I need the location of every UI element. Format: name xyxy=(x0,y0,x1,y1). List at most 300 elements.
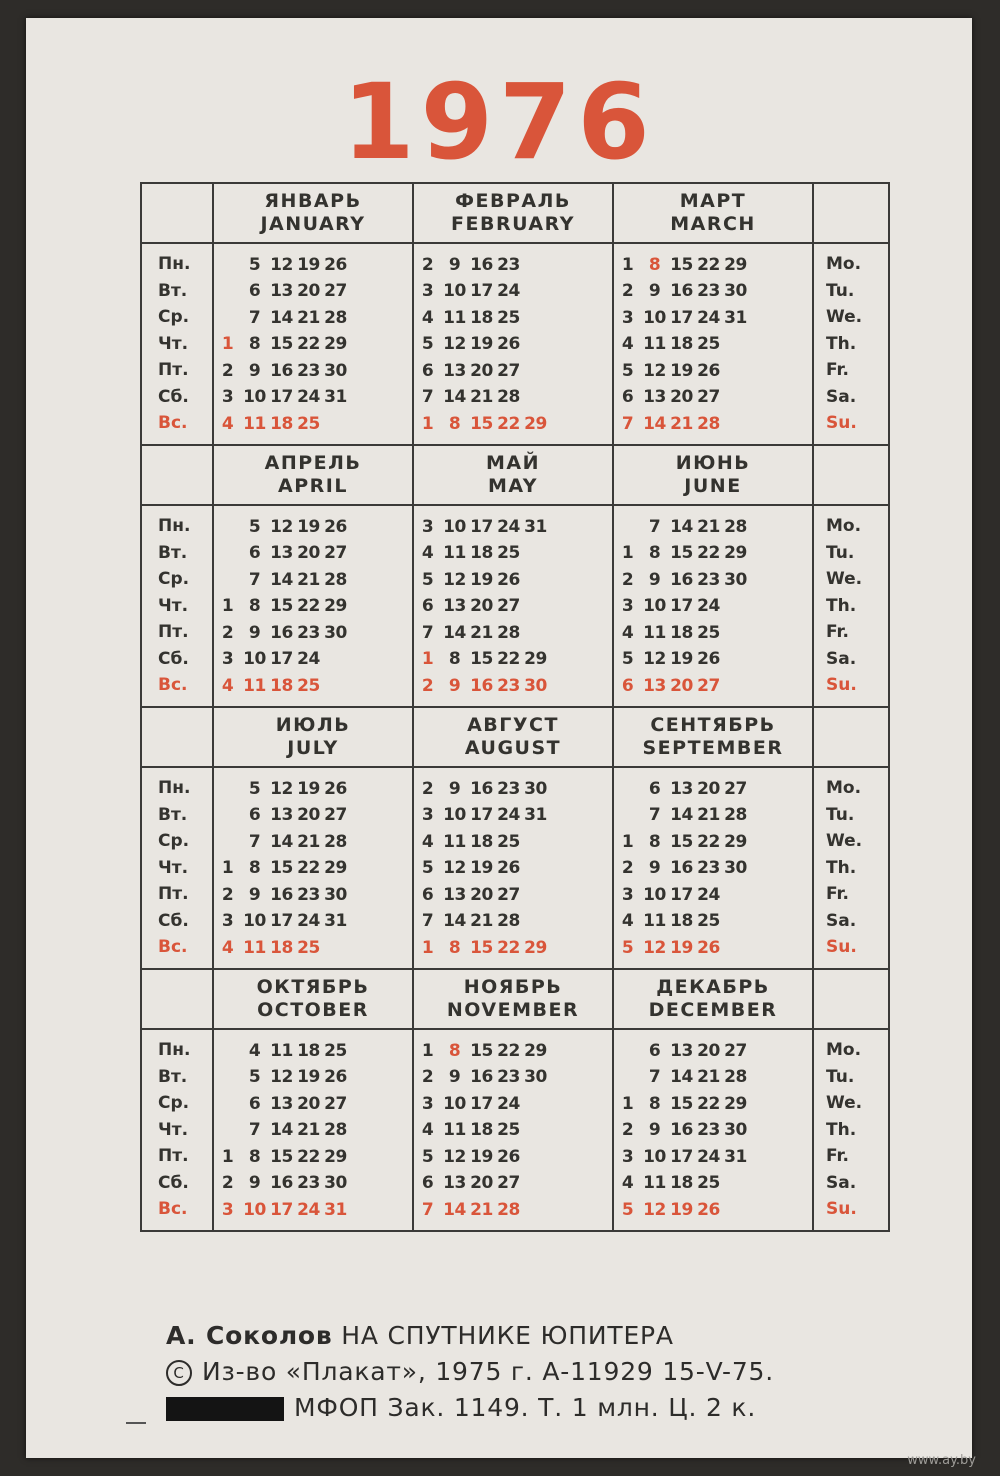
weekday-label: Mo. xyxy=(826,1040,862,1061)
day-number: 24 xyxy=(297,387,320,407)
weekday-label: Ср. xyxy=(158,307,190,328)
day-number: 27 xyxy=(324,805,347,825)
day-number: 3 xyxy=(621,1146,634,1167)
week-row xyxy=(414,566,612,593)
day-number: 2 xyxy=(621,1120,634,1140)
weekday-label: Mo. xyxy=(826,516,862,537)
month-header-row xyxy=(141,183,889,243)
weekday-label: Fr. xyxy=(826,1146,849,1167)
day-number: 20 xyxy=(697,778,720,799)
day-number: 31 xyxy=(324,911,347,931)
day-number: 12 xyxy=(643,360,666,381)
month-name xyxy=(613,183,813,243)
week-row xyxy=(414,331,612,358)
day-number: 29 xyxy=(524,649,547,669)
day-number: 31 xyxy=(524,516,547,537)
month-name-ru: ИЮНЬ xyxy=(675,452,751,474)
week-row xyxy=(614,908,812,935)
day-number: 22 xyxy=(697,543,720,563)
imprint xyxy=(166,1318,886,1426)
day-number: 24 xyxy=(297,649,320,669)
month-header-row xyxy=(141,707,889,767)
day-number: 5 xyxy=(421,569,434,590)
day-number: 27 xyxy=(497,596,520,616)
month-days xyxy=(413,243,613,445)
day-number: 23 xyxy=(497,778,520,799)
month-name-ru: АВГУСТ xyxy=(467,714,559,736)
day-number: 21 xyxy=(470,387,493,407)
day-number: 14 xyxy=(270,569,293,590)
weekday-label: Sa. xyxy=(826,648,857,669)
day-number: 12 xyxy=(443,1146,466,1167)
day-number: 5 xyxy=(621,360,634,381)
day-number: 26 xyxy=(324,516,347,537)
day-number: 18 xyxy=(670,1173,693,1193)
day-number: 29 xyxy=(524,413,547,434)
week-row xyxy=(214,908,412,935)
day-number: 19 xyxy=(297,254,320,275)
month-name xyxy=(213,445,413,505)
print-info: МФОП Зак. 1149. Т. 1 млн. Ц. 2 к. xyxy=(294,1393,757,1422)
day-number: 28 xyxy=(497,622,520,643)
day-number: 22 xyxy=(497,1040,520,1061)
week-row xyxy=(614,251,812,278)
weekday-label: Su. xyxy=(826,1199,857,1220)
weekday-label: Чт. xyxy=(158,857,189,878)
day-number: 28 xyxy=(324,831,347,852)
day-number: 11 xyxy=(443,307,466,328)
week-row xyxy=(214,802,412,829)
day-number: 26 xyxy=(697,360,720,381)
weekday-label: Sa. xyxy=(826,386,857,407)
week-row xyxy=(414,1090,612,1117)
day-number: 18 xyxy=(270,937,293,958)
month-header-row xyxy=(141,969,889,1029)
day-number: 27 xyxy=(497,884,520,905)
weekday-label: Вс. xyxy=(158,1199,188,1220)
weekday-label: Fr. xyxy=(826,884,849,905)
day-number: 11 xyxy=(443,1120,466,1140)
day-number: 2 xyxy=(221,884,234,905)
day-number: 4 xyxy=(221,413,234,434)
day-number: 6 xyxy=(421,884,434,905)
day-number: 7 xyxy=(621,413,634,434)
day-number: 23 xyxy=(497,675,520,696)
day-number: 4 xyxy=(221,937,234,958)
weekday-label: Пн. xyxy=(158,778,191,799)
day-number: 25 xyxy=(297,937,320,958)
day-number: 2 xyxy=(221,1173,234,1193)
day-number: 28 xyxy=(724,1067,747,1087)
week-row xyxy=(414,278,612,305)
day-number: 27 xyxy=(697,675,720,696)
day-number: 16 xyxy=(470,1067,493,1087)
day-number: 1 xyxy=(221,334,234,354)
month-name xyxy=(613,445,813,505)
day-number: 25 xyxy=(697,911,720,931)
header-spacer xyxy=(813,707,889,767)
week-row xyxy=(214,304,412,331)
weekday-labels-en xyxy=(813,505,889,707)
day-number: 2 xyxy=(621,569,634,590)
day-number: 9 xyxy=(648,1120,661,1140)
week-row xyxy=(614,619,812,646)
day-number: 15 xyxy=(670,543,693,563)
day-number: 4 xyxy=(621,911,634,931)
day-number: 25 xyxy=(297,413,320,434)
week-row xyxy=(214,672,412,699)
day-number: 20 xyxy=(470,596,493,616)
day-number: 19 xyxy=(297,778,320,799)
day-number: 10 xyxy=(443,281,466,301)
day-number: 10 xyxy=(443,516,466,537)
month-name-ru: МАЙ xyxy=(485,452,540,474)
day-number: 28 xyxy=(324,1120,347,1140)
day-number: 4 xyxy=(621,334,634,354)
day-number: 1 xyxy=(621,1093,634,1114)
day-number: 10 xyxy=(243,387,266,407)
day-number: 4 xyxy=(221,675,234,696)
week-row xyxy=(614,1090,812,1117)
header-spacer xyxy=(141,707,213,767)
week-row xyxy=(414,1170,612,1197)
day-number: 19 xyxy=(470,1146,493,1167)
week-row xyxy=(214,1196,412,1223)
day-number: 16 xyxy=(270,622,293,643)
day-number: 22 xyxy=(697,831,720,852)
day-number: 21 xyxy=(297,307,320,328)
day-number: 5 xyxy=(621,937,634,958)
day-number: 27 xyxy=(324,281,347,301)
day-number: 13 xyxy=(670,778,693,799)
day-number: 28 xyxy=(324,569,347,590)
weekday-label: Пн. xyxy=(158,516,191,537)
day-number: 13 xyxy=(443,596,466,616)
day-number: 8 xyxy=(448,649,461,669)
weekday-label: Fr. xyxy=(826,360,849,381)
weekday-label: We. xyxy=(826,569,863,590)
day-number: 13 xyxy=(270,543,293,563)
weekday-label: Сб. xyxy=(158,648,189,669)
day-number: 8 xyxy=(248,1146,261,1167)
day-number: 26 xyxy=(497,334,520,354)
week-row xyxy=(214,331,412,358)
day-number: 15 xyxy=(470,937,493,958)
day-number: 22 xyxy=(497,937,520,958)
day-number: 6 xyxy=(248,1093,261,1114)
weekday-label: Пт. xyxy=(158,360,189,381)
calendar-grid xyxy=(140,182,890,1232)
header-spacer xyxy=(813,445,889,505)
day-number: 6 xyxy=(248,805,261,825)
day-number: 21 xyxy=(470,911,493,931)
day-number: 15 xyxy=(270,858,293,878)
day-number: 23 xyxy=(697,858,720,878)
day-number: 1 xyxy=(621,831,634,852)
day-number: 4 xyxy=(621,1173,634,1193)
day-number: 17 xyxy=(270,1199,293,1220)
day-number: 27 xyxy=(724,778,747,799)
week-row xyxy=(414,1117,612,1144)
week-row xyxy=(614,828,812,855)
day-number: 10 xyxy=(443,805,466,825)
weekday-label: Tu. xyxy=(826,1066,855,1087)
day-number: 27 xyxy=(497,1173,520,1193)
day-number: 17 xyxy=(670,884,693,905)
day-number: 25 xyxy=(497,543,520,563)
week-row xyxy=(414,251,612,278)
day-number: 4 xyxy=(421,1120,434,1140)
day-number: 22 xyxy=(297,858,320,878)
week-row xyxy=(214,1090,412,1117)
day-number: 16 xyxy=(470,778,493,799)
day-number: 23 xyxy=(497,254,520,275)
day-number: 30 xyxy=(324,1173,347,1193)
day-number: 28 xyxy=(724,516,747,537)
day-number: 5 xyxy=(248,1067,261,1087)
month-name-ru: АПРЕЛЬ xyxy=(264,452,362,474)
day-number: 17 xyxy=(670,1146,693,1167)
day-number: 6 xyxy=(648,1040,661,1061)
day-number: 8 xyxy=(448,1040,461,1061)
day-number: 14 xyxy=(443,387,466,407)
weekday-label: Вс. xyxy=(158,675,188,696)
day-number: 16 xyxy=(470,254,493,275)
day-number: 14 xyxy=(670,1067,693,1087)
month-name xyxy=(413,183,613,243)
weekday-label: Пт. xyxy=(158,1146,189,1167)
day-number: 6 xyxy=(421,1173,434,1193)
month-name-en: NOVEMBER xyxy=(446,999,580,1021)
day-number: 9 xyxy=(248,622,261,643)
day-number: 20 xyxy=(470,360,493,381)
weekday-label: Вс. xyxy=(158,937,188,958)
day-number: 1 xyxy=(421,649,434,669)
weekday-label: Пт. xyxy=(158,884,189,905)
month-name-en: MAY xyxy=(487,475,539,497)
weekday-label: Вс. xyxy=(158,413,188,434)
day-number: 30 xyxy=(724,569,747,590)
day-number: 8 xyxy=(648,254,661,275)
weekday-label: Вт. xyxy=(158,280,188,301)
day-number: 12 xyxy=(443,569,466,590)
day-number: 2 xyxy=(421,675,434,696)
day-number: 3 xyxy=(421,516,434,537)
week-row xyxy=(614,775,812,802)
weekday-label: Чт. xyxy=(158,333,189,354)
day-number: 14 xyxy=(443,622,466,643)
weekday-label: Tu. xyxy=(826,804,855,825)
day-number: 21 xyxy=(470,1199,493,1220)
day-number: 15 xyxy=(270,1146,293,1167)
day-number: 1 xyxy=(221,596,234,616)
month-name-en: OCTOBER xyxy=(257,999,369,1021)
day-number: 28 xyxy=(324,307,347,328)
day-number: 14 xyxy=(443,1199,466,1220)
day-number: 11 xyxy=(643,334,666,354)
week-row xyxy=(414,1064,612,1091)
day-number: 23 xyxy=(697,281,720,301)
day-number: 3 xyxy=(221,387,234,407)
day-number: 22 xyxy=(497,649,520,669)
header-spacer xyxy=(141,183,213,243)
day-number: 19 xyxy=(470,858,493,878)
day-number: 28 xyxy=(497,911,520,931)
day-number: 9 xyxy=(448,675,461,696)
month-name-en: JANUARY xyxy=(260,213,366,235)
day-number: 7 xyxy=(648,805,661,825)
week-row xyxy=(614,384,812,411)
day-number: 7 xyxy=(421,622,434,643)
week-row xyxy=(414,1143,612,1170)
week-row xyxy=(214,1170,412,1197)
day-number: 27 xyxy=(497,360,520,381)
day-number: 2 xyxy=(421,1067,434,1087)
day-number: 2 xyxy=(421,254,434,275)
week-row xyxy=(214,855,412,882)
day-number: 15 xyxy=(470,413,493,434)
day-number: 7 xyxy=(248,307,261,328)
day-number: 24 xyxy=(697,1146,720,1167)
weekday-label: Сб. xyxy=(158,910,189,931)
day-number: 2 xyxy=(221,360,234,381)
month-name xyxy=(213,183,413,243)
day-number: 24 xyxy=(697,596,720,616)
week-row xyxy=(214,828,412,855)
redaction-bar xyxy=(166,1397,284,1421)
day-number: 7 xyxy=(421,911,434,931)
weekday-label: Tu. xyxy=(826,542,855,563)
day-number: 25 xyxy=(697,622,720,643)
day-number: 9 xyxy=(648,569,661,590)
month-header-row xyxy=(141,445,889,505)
month-name-en: JUNE xyxy=(684,475,742,497)
week-row xyxy=(214,278,412,305)
week-row xyxy=(614,672,812,699)
month-name xyxy=(613,969,813,1029)
day-number: 8 xyxy=(248,596,261,616)
year-title: 1976 xyxy=(342,61,656,183)
day-number: 19 xyxy=(297,1067,320,1087)
week-row xyxy=(414,540,612,567)
day-number: 13 xyxy=(643,675,666,696)
day-number: 22 xyxy=(297,334,320,354)
week-row xyxy=(414,410,612,437)
day-number: 15 xyxy=(270,334,293,354)
day-number: 4 xyxy=(421,307,434,328)
day-number: 11 xyxy=(443,543,466,563)
day-number: 3 xyxy=(221,1199,234,1220)
day-number: 16 xyxy=(670,281,693,301)
month-name-en: AUGUST xyxy=(464,737,562,759)
day-number: 21 xyxy=(470,622,493,643)
day-number: 13 xyxy=(270,1093,293,1114)
month-name-ru: ФЕВРАЛЬ xyxy=(455,190,571,212)
day-number: 15 xyxy=(670,831,693,852)
day-number: 17 xyxy=(470,1093,493,1114)
weekday-label: Ср. xyxy=(158,1093,190,1114)
day-number: 3 xyxy=(221,649,234,669)
day-number: 12 xyxy=(643,937,666,958)
month-days xyxy=(413,767,613,969)
day-number: 14 xyxy=(643,413,666,434)
day-number: 9 xyxy=(448,778,461,799)
day-number: 4 xyxy=(421,831,434,852)
month-name-ru: СЕНТЯБРЬ xyxy=(650,714,776,736)
weekday-label: Su. xyxy=(826,413,857,434)
day-number: 26 xyxy=(697,937,720,958)
weekday-label: Sa. xyxy=(826,910,857,931)
day-number: 5 xyxy=(421,1146,434,1167)
day-number: 17 xyxy=(470,516,493,537)
day-number: 5 xyxy=(248,778,261,799)
day-number: 30 xyxy=(724,281,747,301)
week-row xyxy=(214,619,412,646)
day-number: 17 xyxy=(670,307,693,328)
day-number: 7 xyxy=(248,569,261,590)
month-name-en: FEBRUARY xyxy=(451,213,575,235)
weekday-label: Чт. xyxy=(158,595,189,616)
weekday-label: Th. xyxy=(826,1119,857,1140)
day-number: 14 xyxy=(670,805,693,825)
month-name-en: MARCH xyxy=(670,213,756,235)
day-number: 21 xyxy=(697,805,720,825)
day-number: 8 xyxy=(248,334,261,354)
day-number: 26 xyxy=(497,1146,520,1167)
day-number: 17 xyxy=(270,911,293,931)
week-row xyxy=(214,1143,412,1170)
day-number: 31 xyxy=(524,805,547,825)
month-name-ru: ОКТЯБРЬ xyxy=(256,976,370,998)
month-name xyxy=(413,969,613,1029)
day-number: 26 xyxy=(324,254,347,275)
day-number: 4 xyxy=(621,622,634,643)
day-number: 24 xyxy=(697,307,720,328)
day-number: 10 xyxy=(643,884,666,905)
weekday-label: Вт. xyxy=(158,804,188,825)
week-row xyxy=(414,828,612,855)
day-number: 10 xyxy=(243,649,266,669)
week-row xyxy=(614,646,812,673)
day-number: 6 xyxy=(621,675,634,696)
week-row xyxy=(214,566,412,593)
week-row xyxy=(414,775,612,802)
weekday-label: Сб. xyxy=(158,386,189,407)
week-row xyxy=(614,278,812,305)
day-number: 12 xyxy=(270,1067,293,1087)
day-number: 30 xyxy=(324,360,347,381)
day-number: 5 xyxy=(421,334,434,354)
day-number: 24 xyxy=(297,911,320,931)
day-number: 7 xyxy=(648,516,661,537)
weekday-label: Пт. xyxy=(158,622,189,643)
day-number: 11 xyxy=(643,622,666,643)
weekday-label: We. xyxy=(826,1093,863,1114)
day-number: 12 xyxy=(270,516,293,537)
day-number: 7 xyxy=(421,387,434,407)
weekday-label: Fr. xyxy=(826,622,849,643)
day-number: 27 xyxy=(324,1093,347,1114)
day-number: 8 xyxy=(448,937,461,958)
day-number: 3 xyxy=(621,596,634,616)
day-number: 29 xyxy=(324,858,347,878)
day-number: 18 xyxy=(270,675,293,696)
day-number: 11 xyxy=(643,1173,666,1193)
day-number: 23 xyxy=(297,884,320,905)
day-number: 18 xyxy=(670,911,693,931)
weekday-labels-ru xyxy=(141,1029,213,1231)
week-row xyxy=(414,357,612,384)
